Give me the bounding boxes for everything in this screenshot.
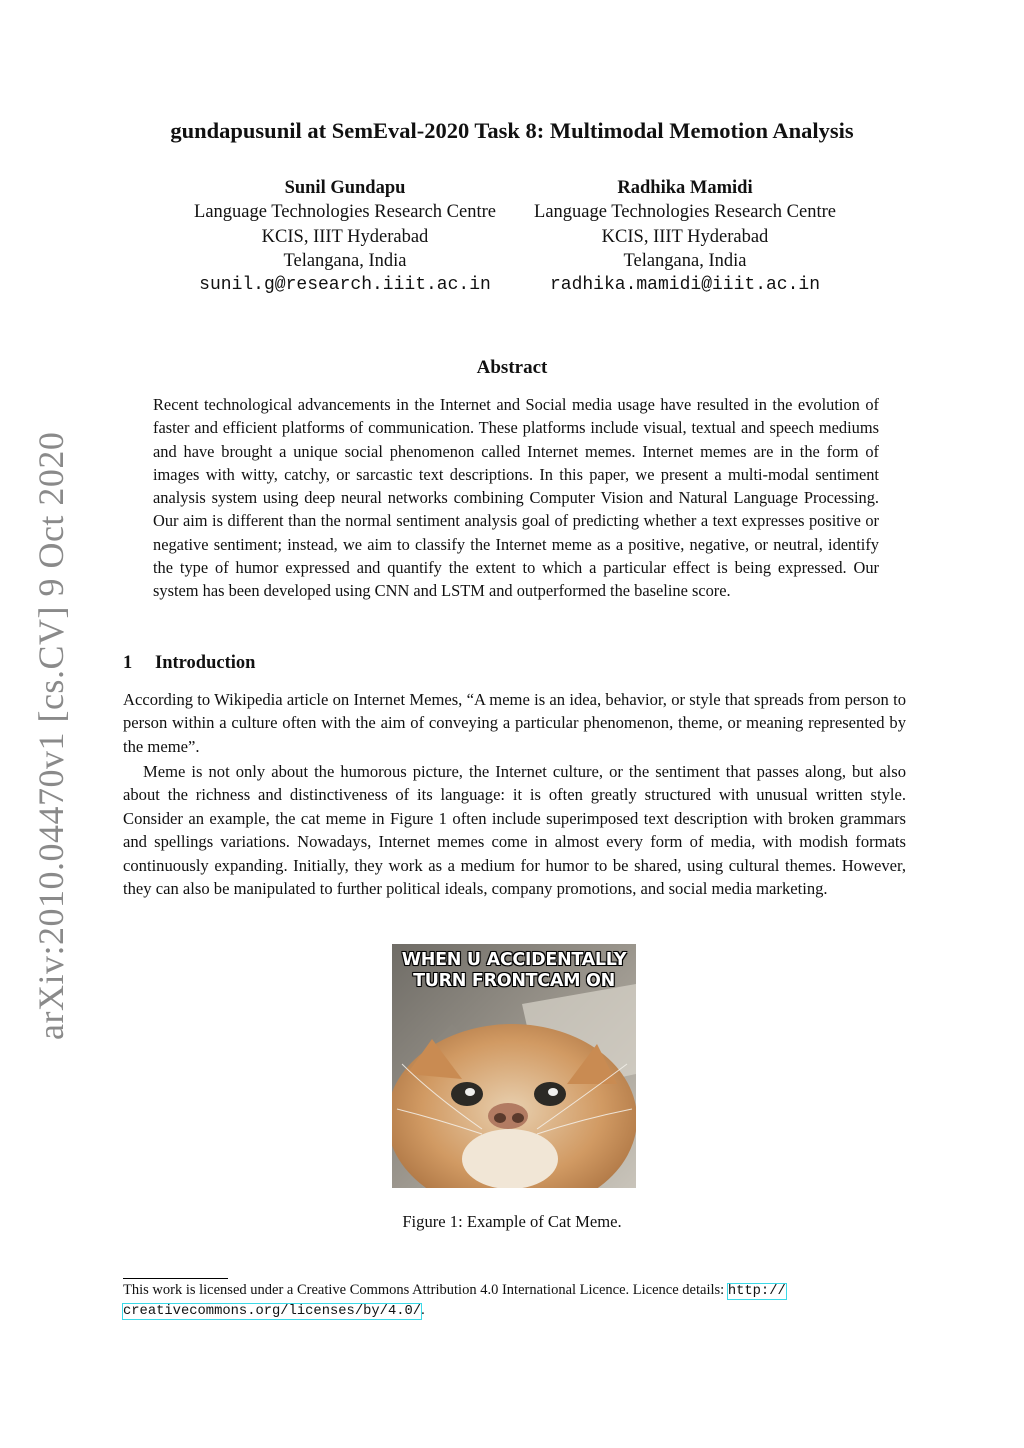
footnote-trailing: .: [421, 1302, 425, 1318]
section-number: 1: [123, 653, 133, 673]
abstract-text: Recent technological advancements in the Internet and Social media usage have resulted in the evolution of faster and efficient platforms of communication. These platforms include visual, textual and speech mediums and have brought a unique social phenomenon called Internet memes. Internet memes are in the form of images with witty, catchy, or sarcastic text descriptions. In this paper, we present a multi-modal sentiment analysis system using deep neural networks combining Computer Vision and Natural Language Processing. Our aim is different than the normal sentiment analysis goal of predicting whether a text expresses positive or negative sentiment; instead, we aim to classify the Internet meme as a positive, negative, or neutral, identify the type of humor expressed and quantify the extent to which a particular effect is being expressed. Our system has been developed using CNN and LSTM and outperformed the baseline score.: [153, 395, 879, 601]
author-block-1: [160, 176, 530, 297]
author-block-2: [500, 176, 870, 297]
author-affiliation: Language Technologies Research Centre: [194, 202, 496, 223]
author-institute: KCIS, IIIT Hyderabad: [261, 226, 429, 247]
section-heading: [123, 653, 255, 674]
figure-caption: Figure 1: Example of Cat Meme.: [402, 1212, 622, 1231]
meme-caption-line-1: WHEN U ACCIDENTALLY: [401, 950, 627, 970]
author-affiliation: Language Technologies Research Centre: [534, 202, 836, 223]
arxiv-identifier: arXiv:2010.04470v1 [cs.CV] 9 Oct 2020: [31, 431, 71, 1040]
cat-meme-figure: [392, 944, 636, 1188]
footnote-text: This work is licensed under a Creative Commons Attribution 4.0 International Licence. Licence details:: [123, 1282, 728, 1298]
meme-caption: [392, 950, 636, 992]
author-location: Telangana, India: [623, 250, 747, 271]
author-email[interactable]: sunil.g@research.iiit.ac.in: [199, 275, 491, 296]
author-institute: KCIS, IIIT Hyderabad: [601, 226, 769, 247]
paper-title: gundapusunil at SemEval-2020 Task 8: Multimodal Memotion Analysis: [170, 118, 854, 143]
author-location: Telangana, India: [283, 250, 407, 271]
abstract-heading: Abstract: [476, 357, 548, 378]
licence-link-continued[interactable]: creativecommons.org/licenses/by/4.0/: [123, 1304, 422, 1319]
author-name: Sunil Gundapu: [284, 178, 406, 198]
intro-paragraph-1: According to Wikipedia article on Internet Memes, “A meme is an idea, behavior, or style that spreads from person to person within a culture often with the aim of conveying a particular phenomenon, theme, or meaning represented by the meme”.: [123, 690, 906, 756]
author-email[interactable]: radhika.mamidi@iiit.ac.in: [549, 275, 821, 296]
footnote: [123, 1281, 906, 1321]
section-title: Introduction: [155, 653, 256, 673]
intro-paragraph-2: Meme is not only about the humorous picture, the Internet culture, or the sentiment that passes along, but also about the richness and distinctiveness of its language: it is often greatly structured with unusual written style. Consider an example, the cat meme in Figure 1 often include superimposed text description with broken grammars and spellings variations. Nowadays, Internet memes come in almost every form of media, with modish formats continuously expanding. Initially, they work as a medium for humor to be shared, using cultural themes. However, they can also be manipulated to further political ideals, company promotions, and social media marketing.: [123, 762, 906, 899]
footnote-divider: [123, 1278, 228, 1279]
licence-link[interactable]: http://: [727, 1284, 786, 1299]
meme-caption-line-2: TURN FRONTCAM ON: [413, 971, 615, 991]
author-name: Radhika Mamidi: [617, 178, 753, 198]
